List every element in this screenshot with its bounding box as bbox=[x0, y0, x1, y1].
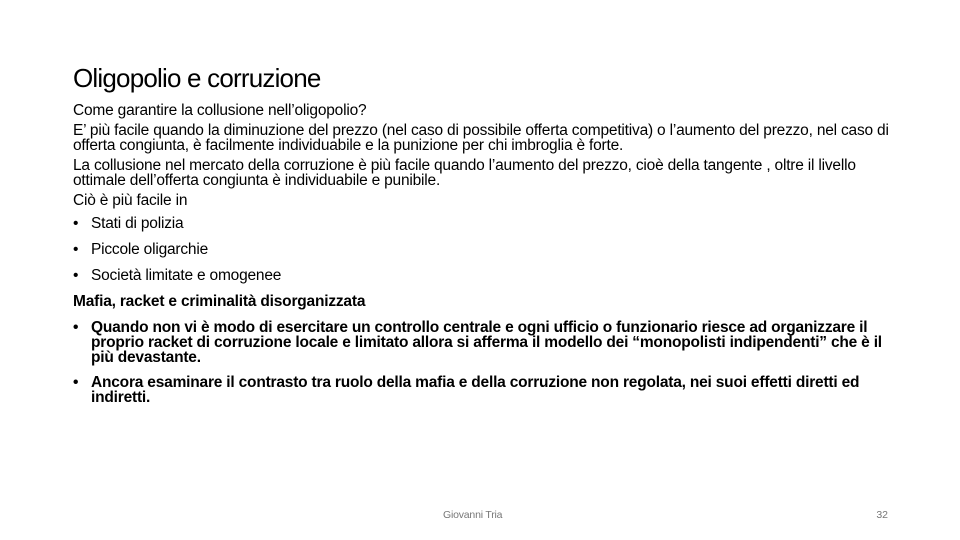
list-item bbox=[73, 375, 893, 405]
bullet-glyph: • bbox=[73, 215, 79, 232]
question-paragraph: Come garantire la collusione nell’oligopolio? bbox=[73, 102, 367, 119]
corruption-market-paragraph: La collusione nel mercato della corruzione è più facile quando l’aumento del prezzo, cioè della tangente , oltre il livello ottimale dell’offerta congiunta è individuabile e punibile. bbox=[73, 157, 856, 189]
bullet-glyph: • bbox=[73, 241, 79, 258]
list-item-text: Ancora esaminare il contrasto tra ruolo della mafia e della corruzione non regolata, nei suoi effetti diretti ed indiretti. bbox=[91, 374, 860, 406]
slide-title: Oligopolio e corruzione bbox=[73, 63, 321, 93]
footer-author: Giovanni Tria bbox=[443, 509, 503, 521]
page-number: 32 bbox=[876, 509, 888, 521]
list-item-text: Piccole oligarchie bbox=[91, 241, 209, 258]
bullet-glyph: • bbox=[73, 319, 79, 336]
list-item bbox=[73, 242, 893, 257]
list-item bbox=[73, 268, 893, 283]
list-item-text: Stati di polizia bbox=[91, 215, 184, 232]
bullet-glyph: • bbox=[73, 374, 79, 391]
oligopoly-paragraph: E’ più facile quando la diminuzione del prezzo (nel caso di possibile offerta competitiva) o l’aumento del prezzo, nel caso di offerta congiunta, è facilmente individuabile e la punizione per chi imbroglia è forte. bbox=[73, 122, 889, 154]
bullet-glyph: • bbox=[73, 267, 79, 284]
list-item-text: Società limitate e omogenee bbox=[91, 267, 282, 284]
easier-in-paragraph: Ciò è più facile in bbox=[73, 192, 188, 209]
list-item-text: Quando non vi è modo di esercitare un controllo centrale e ogni ufficio o funzionario riesce ad organizzare il proprio racket di corruzione locale e limitato allora si afferma il modello dei “monopolisti indipendenti” che è il più devastante. bbox=[91, 319, 882, 366]
list-item bbox=[73, 320, 893, 365]
section-heading: Mafia, racket e criminalità disorganizzata bbox=[73, 293, 366, 310]
slide-body bbox=[73, 103, 893, 410]
list-item bbox=[73, 216, 893, 231]
